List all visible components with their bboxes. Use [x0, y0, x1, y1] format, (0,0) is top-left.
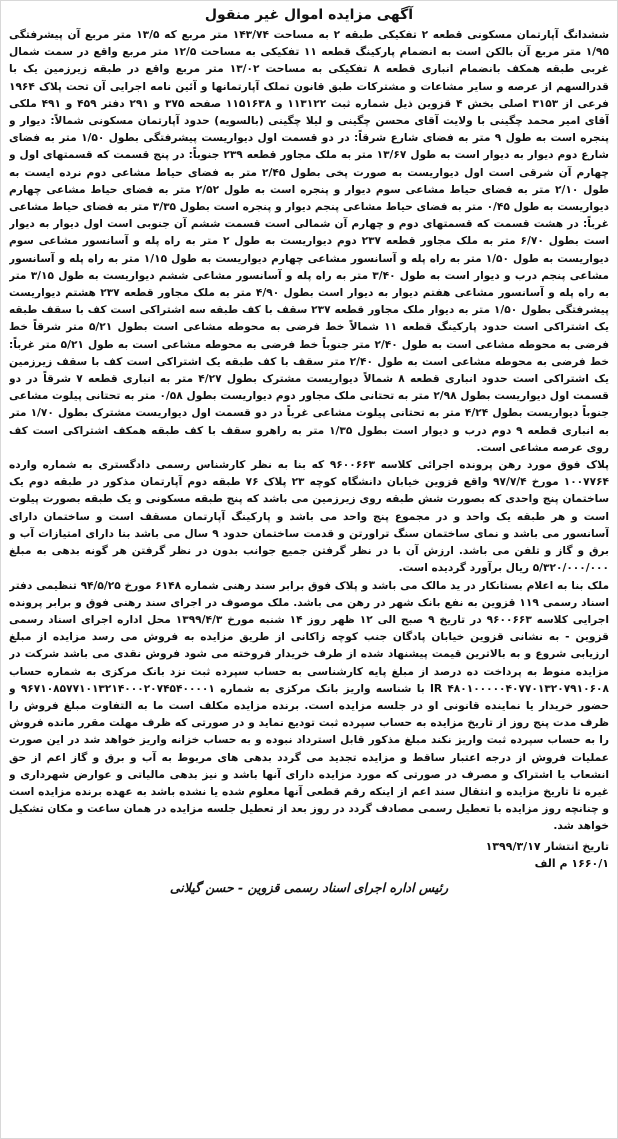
notice-paragraph-property: ششدانگ آپارتمان مسکونی قطعه ۲ تفکیکی طبقه ۲ به مساحت ۱۴۳/۷۴ متر مربع که ۱۳/۵ متر مربع آن پیشرفتگی ۱/۹۵ متر مربع آن بالکن است به انضمام پارکینگ قطعه ۱۱ تفکیکی به مساحت ۱۲/۵ متر مربع واقع در سمت شمال غربی طبقه همکف بانضمام انباری قطعه ۸ تفکیکی به مساحت ۱۳/۰۲ متر مربع واقع در طبقه زیرزمین یک با قدرالسهم از عرصه و سایر مشاعات و مشترکات طبق قانون تملک آپارتمانها و آئین نامه اجرایی آن تحت پلاک ۱۹۶۴ فرعی از ۳۱۵۳ اصلی بخش ۴ قزوین ذیل شماره ثبت ۱۱۳۱۲۲ و ۱۱۵۱۶۳۸ صفحه ۳۷۵ و ۲۹۱ دفتر ۴۵۹ و ۴۹۱ ملکی آقای امیر محمد چگینی با ولایت آقای محسن چگینی و لیلا چگینی (بالسویه) حدود آپارتمان مسکونی شمالاً: دیوار و پنجره است به طول ۹ متر به فضای شارع شرقاً: در دو قسمت اول دیواریست پیشرفتگی بطول ۱/۵۰ متر به فضای شارع دوم دیوار به دیوار است به طول ۱۳/۶۷ متر به ملک مجاور قطعه ۲۳۹ جنوباً: در پنج قسمت که قسمتهای اول و چهارم آن شرقی است اول دیواریست به صورت پخی بطول ۲/۴۵ متر به فضای حیاط مشاعی دوم نرده ایست به طول ۲/۱۰ متر به فضای حیاط مشاعی سوم دیوار و پنجره است به طول ۲/۵۲ متر به فضای حیاط مشاعی چهارم دیواریست به طول ۰/۴۵ متر به فضای حیاط مشاعی پنجم دیوار و پنجره است بطول ۳/۳۵ متر به فضای حیاط مشاعی غرباً: در هشت قسمت که قسمتهای دوم و چهارم آن شمالی است قسمت ششم آن جنوبی است اول دیوار به دیوار است بطول ۶/۷۰ متر به ملک مجاور قطعه ۲۳۷ دوم دیواریست به طول ۲ متر به راه پله و آسانسور مشاعی سوم دیواریست به طول ۱/۵۰ متر به راه پله و آسانسور مشاعی چهارم دیواریست به طول ۱/۱۵ متر به راه پله و آسانسور مشاعی پنجم درب و دیوار است به طول ۳/۴۰ متر به راه پله و آسانسور مشاعی ششم دیواریست به طول ۳/۱۵ متر به راه پله و آسانسور مشاعی هفتم دیوار به دیوار است بطول ۴/۹۰ متر به ملک مجاور قطعه ۲۳۷ هشتم دیواریست پیشرفتگی بطول ۱/۵۰ متر به دیوار ملک مجاور قطعه ۲۳۷ سقف با کف طبقه سه اشتراکی است کف با سقف طبقه یک اشتراکی است حدود پارکینگ قطعه ۱۱ شمالاً خط فرضی به محوطه مشاعی است بطول ۵/۲۱ متر شرقاً خط فرضی به محوطه مشاعی است به طول ۲/۴۰ متر جنوباً خط فرضی به محوطه مشاعی است به طول ۵/۲۱ متر غرباً: خط فرضی به محوطه مشاعی است به طول ۲/۴۰ متر سقف با کف طبقه یک اشتراکی است کف با سقف زیرزمین یک اشتراکی است حدود انباری قطعه ۸ شمالاً دیواریست مشترک بطول ۴/۲۷ متر به انباری قطعه ۷ شرقاً در دو قسمت اول دیواریست بطول ۲/۹۸ متر به تحتانی ملک مجاور دوم دیواریست بطول ۰/۵۸ متر به تحتانی پیلوت مشاعی جنوباً دیواریست بطول ۴/۲۴ متر به تحتانی پیلوت مشاعی غرباً در دو قسمت اول دیواریست مشترک بطول ۱/۷۰ متر به انباری قطعه ۹ دوم درب و دیوار است بطول ۱/۳۵ متر به راهرو سقف با کف طبقه همکف اشتراکی است کف روی عرصه مشاعی است.: [9, 29, 609, 454]
notice-body: [9, 27, 609, 1130]
reference-number: ۱۶۶۰/۱ م الف: [534, 856, 609, 870]
publish-date: تاریخ انتشار ۱۳۹۹/۳/۱۷: [485, 839, 609, 853]
notice-title: آگهی مزایده اموال غیر منقول: [204, 7, 414, 23]
notice-meta: [9, 838, 609, 872]
signature: رئیس اداره اجرای اسناد رسمی قزوین - حسن گیلانی: [169, 879, 449, 895]
notice-paragraph-auction-terms: ملک بنا به اعلام بستانکار در ید مالک می باشد و پلاک فوق برابر سند رهنی شماره ۶۱۴۸ مورخ ۹۴/۵/۲۵ تنظیمی دفتر اسناد رسمی ۱۱۹ قزوین به نفع بانک شهر در رهن می باشد. ملک موصوف در اجرای سند رهنی فوق و برابر پرونده اجرایی کلاسه ۹۶۰۰۶۶۳ در تاریخ ۹ صبح الی ۱۲ ظهر روز ۱۴ شنبه مورخ ۱۳۹۹/۴/۳ محل اداره اجرای اسناد رسمی قزوین - به نشانی قزوین خیابان پادگان جنب کوچه زاکانی از طریق مزایده به فروش می رسد مزایده از مبلغ ارزیابی شروع و به بالاترین قیمت پیشنهاد شده از طرف خریدار فروخته می شود فروش نقدی می باشد شرکت در مزایده منوط به پرداخت ده درصد از مبلغ پایه کارشناسی به حساب سپرده ثبت نزد بانک مرکزی به شماره حساب ۴۸۰۱۰۰۰۰۰۴۰۷۷۰۱۳۲۰۷۹۱۰۶۰۸ IR با شناسه واریز بانک مرکزی به شماره ۹۶۷۱۰۸۵۷۷۱۰۱۳۲۱۴۰۰۰۲۰۷۴۵۴۰۰۰۰۱ و حضور خریدار یا نماینده قانونی او در جلسه مزایده است. برنده مزایده مکلف است ما به التفاوت مبلغ فروش را ظرف مدت پنج روز از تاریخ مزایده به حساب سپرده ثبت تودیع نماید و در صورتی که ظرف مهلت مقرر مانده فروش را به حساب سپرده ثبت واریز نکند مبلغ مذکور قابل استرداد نبوده و به حساب خزانه واریز خواهد شد در این صورت عملیات فروش از درجه اعتبار ساقط و مزایده تجدید می گردد بدهی های مربوط به آب و برق و گاز اعم از حق انشعاب یا اشتراک و مصرف در صورتی که مورد مزایده دارای آنها باشد و نیز بدهی مالیاتی و عوارض شهرداری و غیره تا تاریخ مزایده و انتقال سند اعم از اینکه رقم قطعی آنها معلوم شده یا نشده باشد به عهده برنده مزایده است و چنانچه روز مزایده با تعطیل رسمی مصادف گردد در روز بعد از تعطیل جلسه مزایده در همان ساعت و مکان تشکیل خواهد شد.: [9, 579, 609, 833]
notice-paragraph-appraisal: پلاک فوق مورد رهن پرونده اجرائی کلاسه ۹۶۰۰۶۶۳ که بنا به نظر کارشناس رسمی دادگستری به شماره وارده ۱۰۰۷۷۶۴ مورخ ۹۷/۷/۴ واقع قزوین خیابان دانشگاه کوچه ۲۳ پلاک ۷۶ طبقه دوم آپارتمان مذکور در طبقه دوم یک ساختمان پنج واحدی که بصورت شش طبقه روی زیرزمین می باشد که پنج طبقه مسکونی و یک طبقه بصورت پیلوت است و هر طبقه یک واحد و در مجموع پنج واحد می باشد و پارکینگ آپارتمان مسقف است و ساختمان دارای آسانسور می باشد و نمای ساختمان سنگ تراورتن و قدمت ساختمان حدود ۹ سال می باشد بنا دارای امتیازات آب و برق و گاز و تلفن می باشد. ارزش آن با در نظر گرفتن جمیع جوانب بدون در نظر گرفتن هر گونه بدهی به مبلغ ۵/۳۲۰/۰۰۰/۰۰۰ ریال برآورد گردیده است.: [9, 459, 609, 575]
